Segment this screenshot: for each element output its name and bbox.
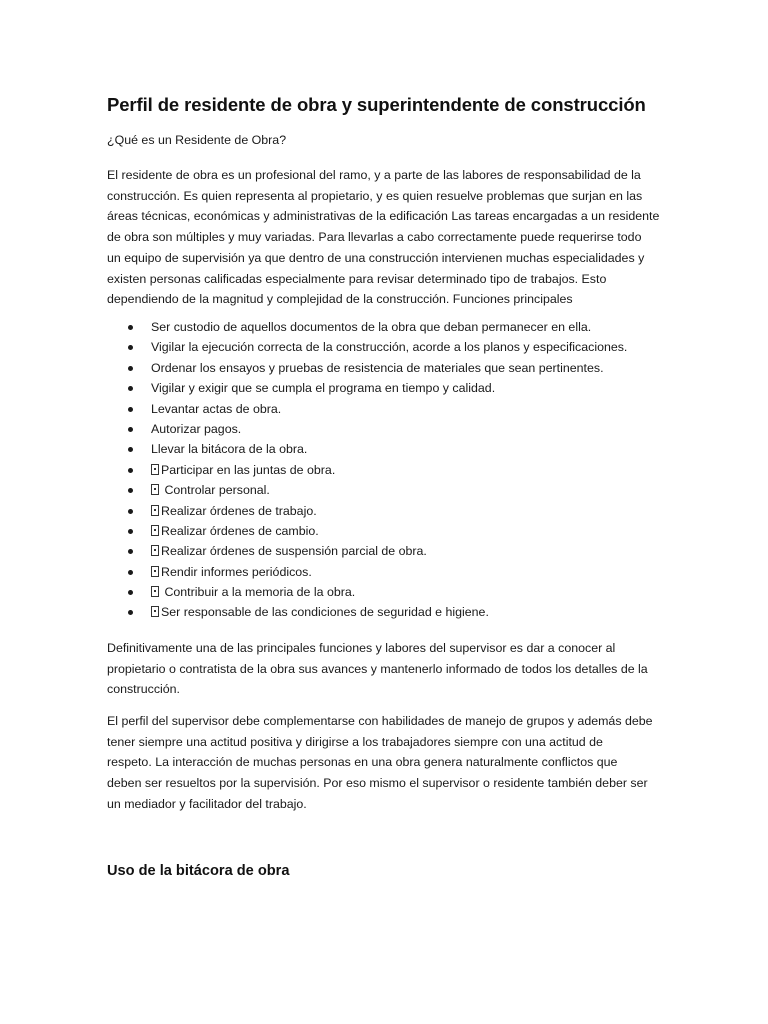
missing-glyph-icon [151, 545, 159, 556]
bullet-icon [128, 407, 133, 412]
function-text: Realizar órdenes de trabajo. [161, 503, 317, 518]
function-list-item [107, 378, 627, 398]
missing-glyph-icon [151, 505, 159, 516]
intro-line: existen personas calificadas especialmente para revisar determinado tipo de trabajos. Esto [107, 271, 607, 286]
function-list-item [107, 480, 627, 500]
function-list-item [107, 521, 627, 541]
bullet-icon [128, 590, 133, 595]
function-list-item [107, 541, 627, 561]
bullet-icon [128, 325, 133, 330]
function-list-item [107, 460, 627, 480]
function-list-item [107, 582, 627, 602]
function-text: Controlar personal. [161, 483, 270, 498]
function-text: Contribuir a la memoria de la obra. [161, 585, 356, 600]
profile-paragraph [107, 711, 667, 815]
function-text: Ordenar los ensayos y pruebas de resistencia de materiales que sean pertinentes. [151, 360, 604, 375]
supervisor-line: Definitivamente una de las principales funciones y labores del supervisor es dar a conocer al [107, 641, 616, 655]
function-list-item [107, 419, 627, 439]
function-text: Ser custodio de aquellos documentos de la obra que deban permanecer en ella. [151, 320, 592, 334]
function-list-item [107, 337, 627, 357]
bullet-icon [128, 345, 133, 350]
function-text: Llevar la bitácora de la obra. [151, 442, 308, 457]
bullet-icon [128, 529, 133, 534]
bullet-icon [128, 468, 133, 473]
bullet-icon [128, 447, 133, 452]
function-text: Vigilar y exigir que se cumpla el programa en tiempo y calidad. [151, 381, 496, 396]
function-text: Vigilar la ejecución correcta de la construcción, acorde a los planos y especificaciones. [151, 340, 628, 355]
intro-paragraph [107, 165, 667, 310]
function-list-item [107, 399, 627, 419]
profile-line: respeto. La interacción de muchas personas en una obra genera naturalmente conflictos que [107, 755, 618, 770]
intro-line: construcción. Es quien representa al propietario, y es quien resuelve problemas que surjan en las [107, 188, 643, 203]
bullet-icon [128, 366, 133, 371]
function-text: Realizar órdenes de cambio. [161, 523, 319, 538]
function-text: Participar en las juntas de obra. [161, 462, 336, 477]
profile-line: tener siempre una actitud positiva y dirigirse a los trabajadores siempre con una actitud de [107, 734, 603, 749]
intro-line: un equipo de supervisión ya que dentro de una construcción intervienen muchas especialidades y [107, 250, 645, 265]
bullet-icon [128, 610, 133, 615]
bullet-icon [128, 549, 133, 554]
function-text: Rendir informes periódicos. [161, 564, 312, 579]
function-text: Ser responsable de las condiciones de seguridad e higiene. [161, 605, 489, 620]
function-list-item [107, 358, 627, 378]
bullet-icon [128, 488, 133, 493]
section-heading-bitacora: Uso de la bitácora de obra [107, 863, 290, 879]
missing-glyph-icon [151, 606, 159, 617]
function-list-item [107, 439, 627, 459]
function-list-item [107, 602, 627, 622]
intro-line: de obra son múltiples y muy variadas. Para llevarlas a cabo correctamente puede requerirse todo [107, 230, 642, 245]
profile-line: El perfil del supervisor debe complementarse con habilidades de manejo de grupos y además debe [107, 714, 653, 728]
missing-glyph-icon [151, 484, 159, 495]
supervisor-line: construcción. [107, 682, 181, 697]
profile-line: deben ser resueltos por la supervisión. Por eso mismo el supervisor o residente también deber ser [107, 776, 648, 791]
missing-glyph-icon [151, 586, 159, 597]
bullet-icon [128, 570, 133, 575]
missing-glyph-icon [151, 464, 159, 475]
function-list-item [107, 501, 627, 521]
function-list-item [107, 317, 627, 337]
function-text: Levantar actas de obra. [151, 401, 282, 416]
functions-list [107, 317, 627, 623]
missing-glyph-icon [151, 566, 159, 577]
page-title: Perfil de residente de obra y superintendente de construcción [107, 94, 646, 115]
intro-line: El residente de obra es un profesional del ramo, y a parte de las labores de responsabilidad de la [107, 168, 641, 182]
bullet-icon [128, 509, 133, 514]
section-question: ¿Qué es un Residente de Obra? [107, 133, 287, 147]
function-text: Realizar órdenes de suspensión parcial de obra. [161, 544, 427, 559]
intro-line: áreas técnicas, económicas y administrativas de la edificación Las tareas encargadas a un residente [107, 209, 660, 224]
function-text: Autorizar pagos. [151, 421, 242, 436]
missing-glyph-icon [151, 525, 159, 536]
supervisor-paragraph [107, 638, 667, 700]
supervisor-line: propietario o contratista de la obra sus avances y mantenerlo informado de todos los detalles de la [107, 661, 648, 676]
profile-line: un mediador y facilitador del trabajo. [107, 796, 307, 811]
bullet-icon [128, 427, 133, 432]
function-list-item [107, 562, 627, 582]
intro-line: dependiendo de la magnitud y complejidad de la construcción. Funciones principales [107, 292, 573, 307]
bullet-icon [128, 386, 133, 391]
